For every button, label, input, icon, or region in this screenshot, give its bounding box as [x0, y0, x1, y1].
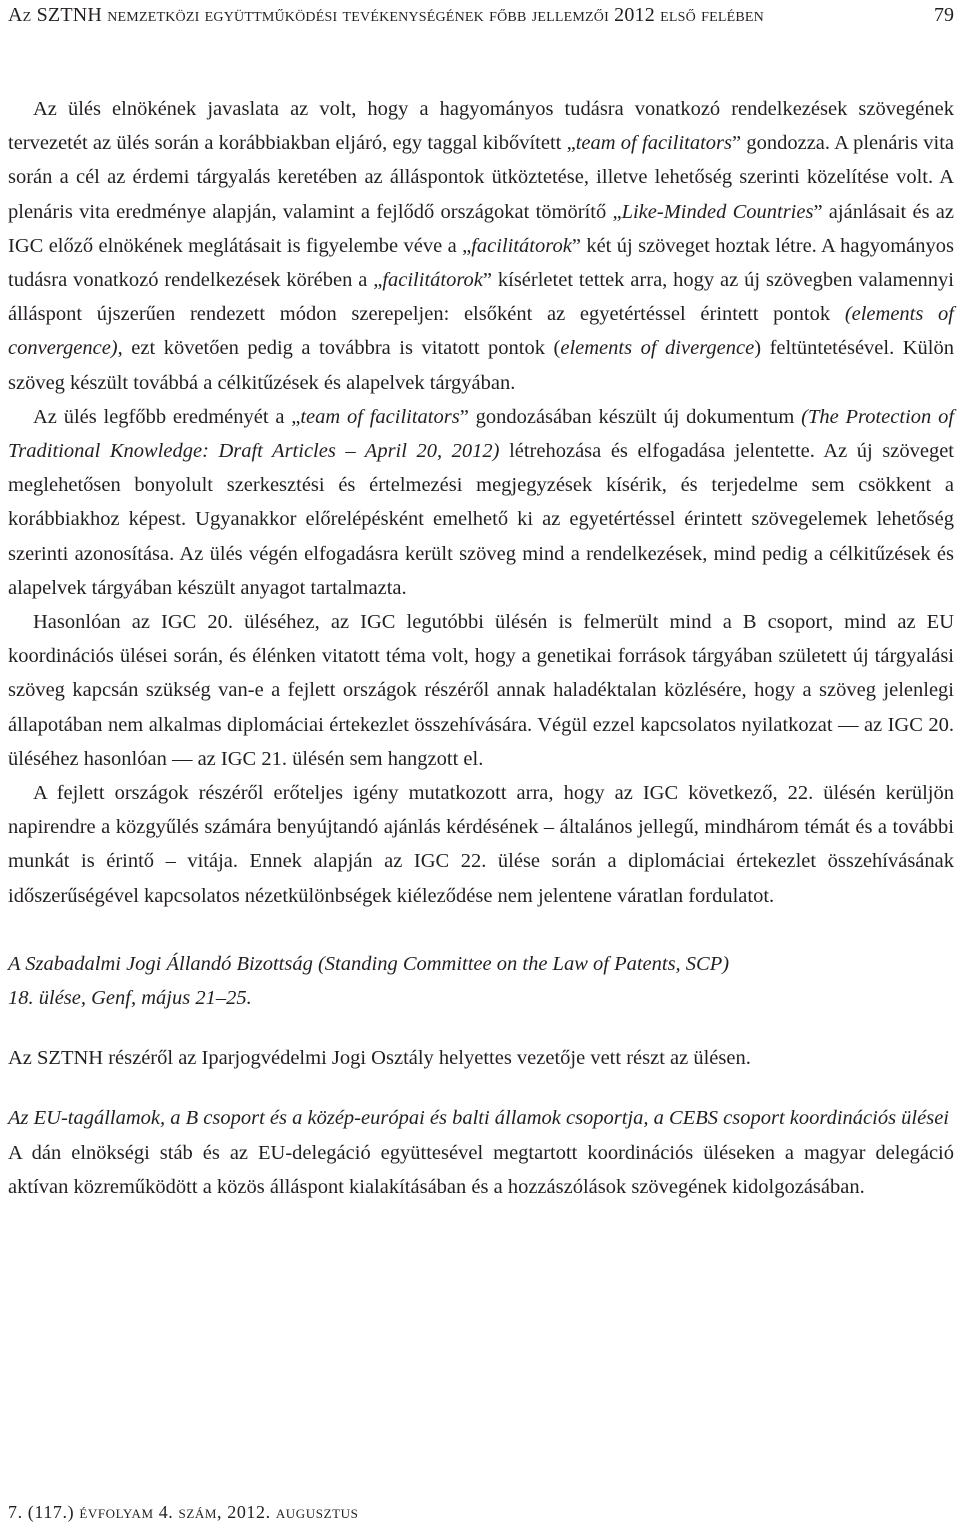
paragraph-facilitators: Az ülés elnökének javaslata az volt, hogy a hagyományos tudásra vonatkozó rendelkezések szövegének tervezetét az ülés során a korábbiakban eljáró, egy taggal kibővített „team of facilitators” gondozza. A plenáris vita során a cél az érdemi tárgyalás keretében az álláspontok ütköztetése, illetve lehetőség szerinti közelítése volt. A plenáris vita eredménye alapján, valamint a fejlődő országokat tömörítő „Like-Minded Countries” ajánlásait és az IGC előző elnökének meglátásait is figyelembe véve a „facilitátorok” két új szöveget hoztak létre. A hagyományos tudásra vonatkozó rendelkezések körében a „facilitátorok” kísérletet tettek arra, hogy az új szövegben valamennyi álláspont újszerűen rendezett módon szerepeljen: elsőként az egyetértéssel érintett pontok (elements of convergence), ezt követően pedig a továbbra is vitatott pontok (elements of divergence) feltüntetésével. Külön szöveg készült továbbá a célkitűzések és alapelvek tárgyában.: [8, 98, 955, 394]
paragraph-danish-presidency: A dán elnökségi stáb és az EU-delegáció együttesével megtartott koordinációs üléseken a magyar delegáció aktívan közreműködött a közös álláspont kialakításában és a hozzászólások szövegének kidolgozásában.: [8, 1141, 954, 1198]
section-heading-scp: A Szabadalmi Jogi Állandó Bizottság (Standing Committee on the Law of Patents, SCP) 18. ülése, Genf, május 21–25.: [8, 952, 730, 1010]
section-heading-eu-coordination: Az EU-tagállamok, a B csoport és a közép-európai és balti államok csoportja, a CEBS csoport koordinációs ülései: [8, 1107, 949, 1130]
paragraph-sztnh-participation: Az SZTNH részéről az Iparjogvédelmi Jogi Osztály helyettes vezetője vett részt az ülésen.: [8, 1047, 751, 1070]
page-footer: 7. (117.) évfolyam 4. szám, 2012. augusztus: [8, 1502, 359, 1522]
paragraph-developed-countries: A fejlett országok részéről erőteljes igény mutatkozott arra, hogy az IGC következő, 22. ülésén kerüljön napirendre a közgyűlés számára benyújtandó ajánlás kérdésének – általános jellegű, mindhárom témát és a további munkát is érintő – vitája. Ennek alapján az IGC 22. ülése során a diplomáciai értekezlet összehívásának időszerűségével kapcsolatos nézetkülönbségek kiéleződése nem jelentene váratlan fordulatot.: [8, 782, 954, 907]
article-body: [8, 92, 954, 1204]
paragraph-igc-discussion: Hasonlóan az IGC 20. üléséhez, az IGC legutóbbi ülésén is felmerült mind a B csoport, mind az EU koordinációs ülései során, és élénken vitatott téma volt, hogy a genetikai források tárgyában született új tárgyalási szöveg kapcsán szükség van-e a fejlett országok részéről annak haladéktalan közlésére, hogy a szöveg jelenlegi állapotában nem alkalmas diplomáciai értekezlet összehívására. Végül ezzel kapcsolatos nyilatkozat — az IGC 20. üléséhez hasonlóan — az IGC 21. ülésén sem hangzott el.: [8, 611, 954, 770]
running-head-title: Az SZTNH nemzetközi együttműködési tevékenységének főbb jellemzői 2012 első felében: [8, 4, 764, 26]
paragraph-main-result: Az ülés legfőbb eredményét a „team of facilitators” gondozásában készült új dokumentum (The Protection of Traditional Knowledge: Draft Articles – April 20, 2012) létrehozása és elfogadása jelentette. Az új szöveget meglehetősen bonyolult szerkesztési és értelmezési megjegyzések kísérik, és terjedelme sem csökkent a korábbiakhoz képest. Ugyanakkor előrelépésként emelhető ki az egyetértéssel érintett szövegelemek lehetőség szerinti azonosítása. Az ülés végén elfogadásra került szöveg mind a rendelkezések, mind pedig a célkitűzések és alapelvek tárgyában készült anyagot tartalmazta.: [8, 405, 955, 599]
page-number: 79: [934, 4, 954, 26]
running-head: [8, 2, 954, 30]
